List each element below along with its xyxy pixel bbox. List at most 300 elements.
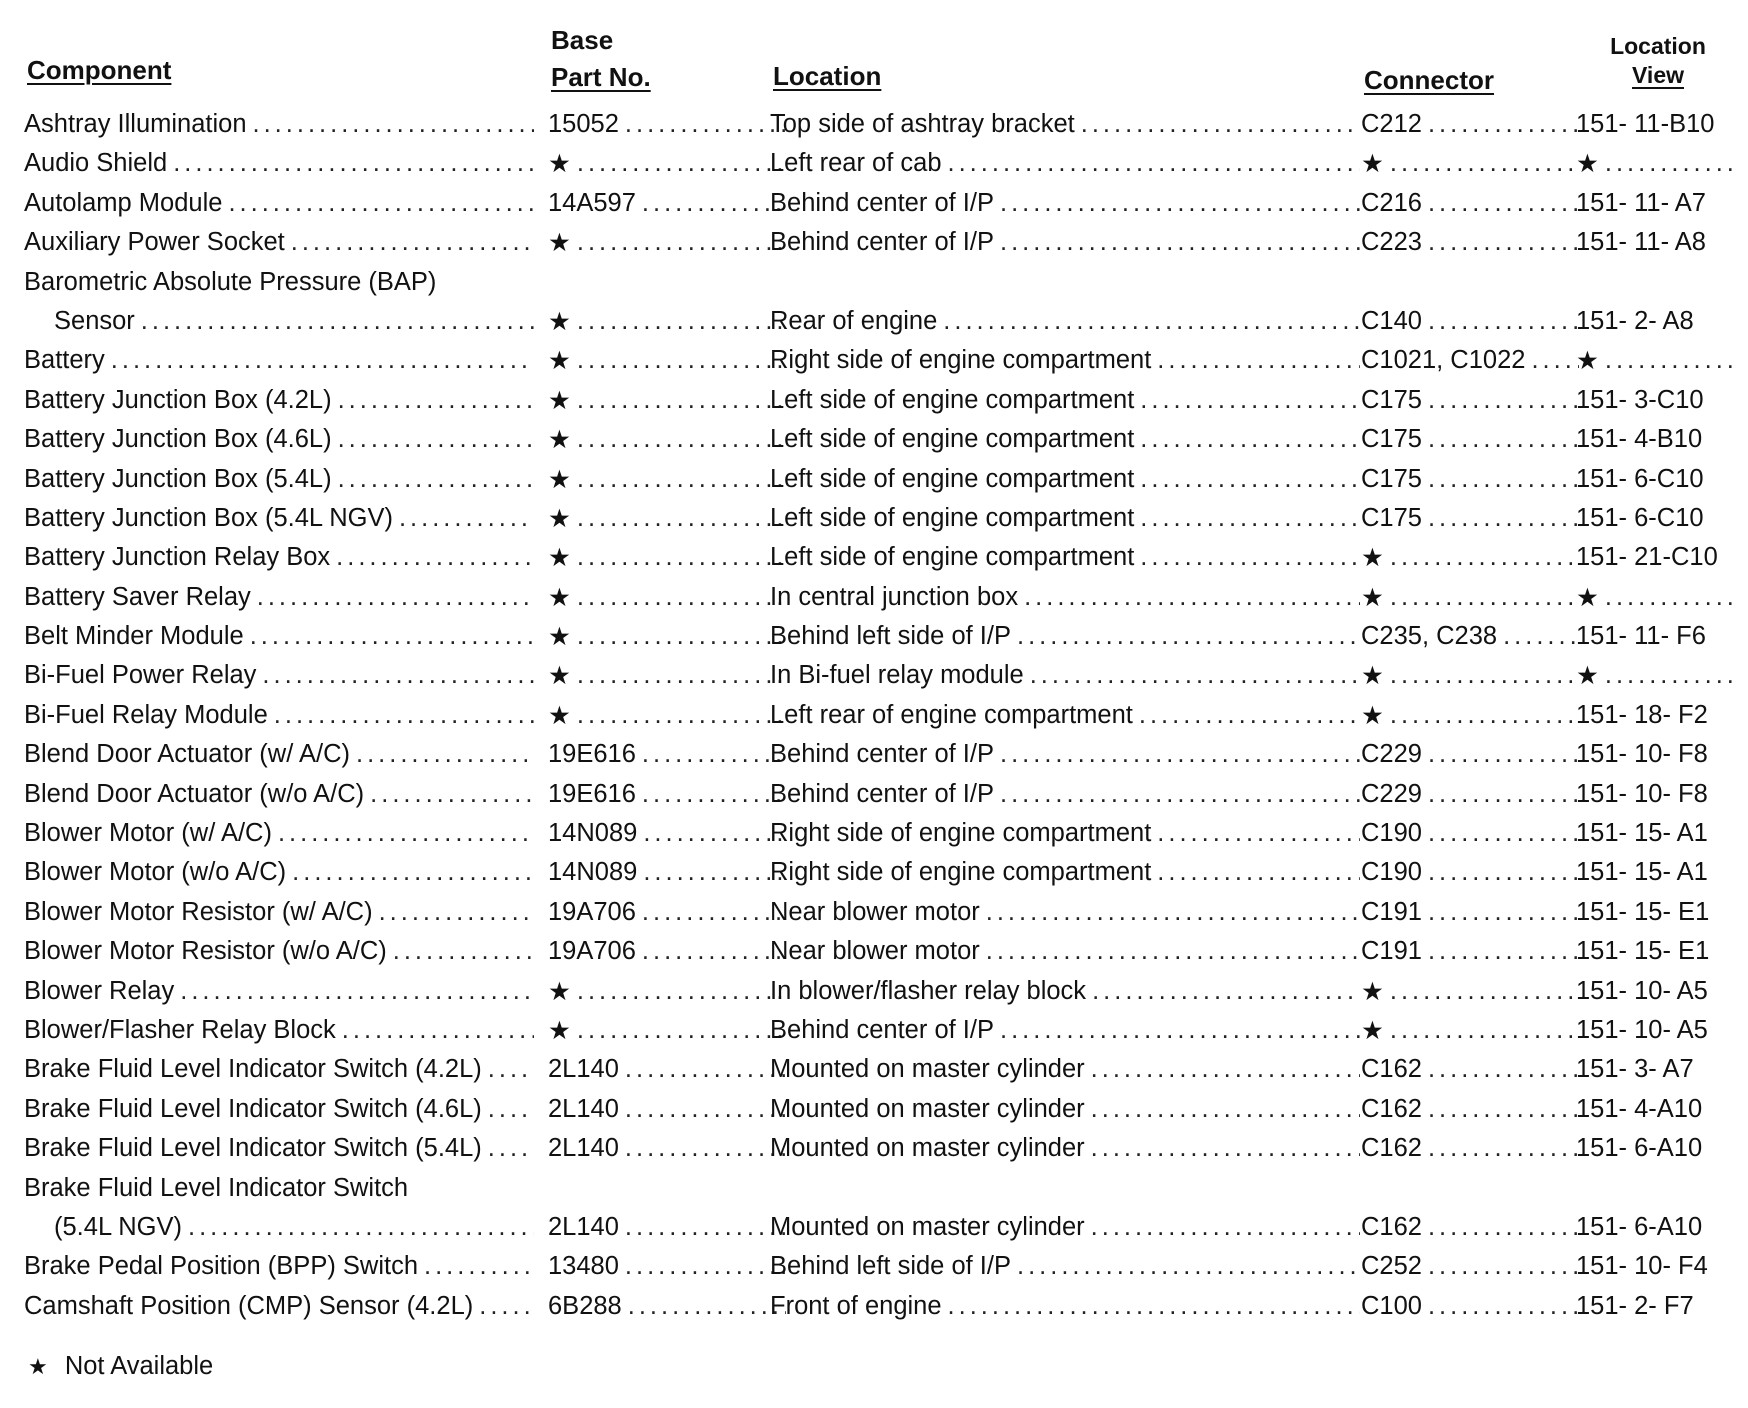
view-text: ★ bbox=[1576, 150, 1599, 179]
dot-leader bbox=[1091, 1213, 1360, 1242]
part-number-cell bbox=[548, 425, 786, 455]
footnote bbox=[28, 1352, 213, 1381]
location-text: Behind left side of I/P bbox=[770, 622, 1011, 651]
dot-leader bbox=[642, 740, 786, 769]
dot-leader bbox=[1140, 543, 1360, 572]
table-row bbox=[24, 1134, 1736, 1173]
component-text: Battery Junction Box (5.4L NGV) bbox=[24, 503, 393, 532]
connector-text: C175 bbox=[1361, 503, 1422, 532]
location-text: In central junction box bbox=[770, 582, 1019, 611]
table-row bbox=[24, 543, 1736, 582]
dot-leader bbox=[342, 1016, 534, 1045]
location-cell bbox=[770, 228, 1360, 257]
connector-cell bbox=[1361, 780, 1579, 809]
part-number-cell bbox=[548, 780, 786, 809]
location-text: Mounted on master cylinder bbox=[770, 1212, 1085, 1241]
part-text: 14N089 bbox=[548, 858, 638, 887]
dot-leader bbox=[1428, 1055, 1579, 1084]
part-number-cell bbox=[548, 346, 786, 376]
connector-text: C212 bbox=[1361, 110, 1422, 138]
table-row bbox=[24, 1095, 1736, 1134]
dot-leader bbox=[291, 228, 534, 257]
component-text: Battery Junction Relay Box bbox=[24, 543, 331, 572]
dot-leader bbox=[1605, 583, 1736, 612]
dot-leader bbox=[577, 228, 786, 257]
component-text: Battery Junction Box (4.2L) bbox=[24, 385, 332, 414]
table-row bbox=[24, 780, 1736, 819]
connector-cell bbox=[1361, 1134, 1579, 1163]
connector-cell bbox=[1361, 622, 1579, 651]
dot-leader bbox=[577, 149, 786, 178]
component-cell bbox=[24, 622, 534, 651]
view-text: 151- 15- E1 bbox=[1576, 897, 1710, 926]
dot-leader bbox=[338, 425, 534, 454]
location-view-cell bbox=[1576, 819, 1736, 848]
part-number-cell bbox=[548, 661, 786, 691]
connector-cell bbox=[1361, 110, 1579, 139]
connector-text: ★ bbox=[1361, 977, 1384, 1006]
connector-text: C162 bbox=[1361, 1134, 1422, 1163]
part-text: ★ bbox=[548, 347, 571, 376]
location-cell bbox=[770, 819, 1360, 848]
dot-leader bbox=[625, 1213, 786, 1242]
connector-text: C190 bbox=[1361, 819, 1422, 848]
dot-leader bbox=[1428, 1252, 1579, 1281]
part-text: 19E616 bbox=[548, 779, 636, 808]
dot-leader bbox=[488, 1134, 534, 1163]
component-text: Blend Door Actuator (w/ A/C) bbox=[24, 740, 350, 769]
dot-leader bbox=[1000, 1016, 1360, 1045]
dot-leader bbox=[577, 977, 786, 1006]
part-number-cell bbox=[548, 622, 786, 652]
location-view-cell bbox=[1576, 1095, 1736, 1124]
part-text: 2L140 bbox=[548, 1055, 619, 1084]
location-view-cell bbox=[1576, 189, 1736, 218]
dot-leader bbox=[642, 898, 786, 927]
table-row bbox=[24, 622, 1736, 661]
location-cell bbox=[770, 622, 1360, 651]
connector-cell bbox=[1361, 898, 1579, 927]
component-text: Audio Shield bbox=[24, 149, 168, 178]
dot-leader bbox=[257, 583, 534, 612]
connector-text: C216 bbox=[1361, 188, 1422, 217]
dot-leader bbox=[399, 504, 534, 533]
dot-leader bbox=[1140, 465, 1360, 494]
component-cell bbox=[24, 228, 534, 257]
location-view-cell bbox=[1576, 149, 1736, 179]
table-row bbox=[24, 346, 1736, 385]
dot-leader bbox=[948, 149, 1360, 178]
header-part-number: Base Part No. bbox=[551, 25, 651, 92]
component-text: Blower Motor Resistor (w/ A/C) bbox=[24, 897, 373, 926]
component-text: Camshaft Position (CMP) Sensor (4.2L) bbox=[24, 1291, 474, 1320]
component-text: Bi-Fuel Relay Module bbox=[24, 700, 268, 729]
connector-text: C229 bbox=[1361, 740, 1422, 769]
dot-leader bbox=[379, 898, 534, 927]
part-text: ★ bbox=[548, 544, 571, 573]
dot-leader bbox=[1091, 1095, 1360, 1124]
dot-leader bbox=[1428, 898, 1579, 927]
dot-leader bbox=[488, 1095, 534, 1124]
view-text: 151- 15- E1 bbox=[1576, 937, 1710, 966]
part-text: ★ bbox=[548, 386, 571, 415]
footnote-text: Not Available bbox=[64, 1352, 214, 1380]
component-cell bbox=[24, 583, 534, 612]
location-text: In blower/flasher relay block bbox=[770, 976, 1087, 1005]
dot-leader bbox=[1605, 149, 1736, 178]
component-cell bbox=[24, 1252, 534, 1281]
dot-leader bbox=[180, 977, 534, 1006]
dot-leader bbox=[1000, 228, 1360, 257]
component-cell bbox=[24, 1292, 534, 1321]
dot-leader bbox=[274, 701, 534, 730]
component-cell bbox=[24, 858, 534, 887]
dot-leader bbox=[643, 858, 786, 887]
part-text: ★ bbox=[548, 504, 571, 533]
dot-leader bbox=[1428, 1134, 1579, 1163]
component-text: Brake Fluid Level Indicator Switch (4.2L) bbox=[24, 1055, 482, 1084]
dot-leader bbox=[488, 1055, 534, 1084]
dot-leader bbox=[1428, 819, 1579, 848]
connector-text: C162 bbox=[1361, 1055, 1422, 1084]
part-number-cell bbox=[548, 189, 786, 218]
location-cell bbox=[770, 425, 1360, 454]
location-view-cell bbox=[1576, 1134, 1736, 1163]
dot-leader bbox=[1390, 1016, 1579, 1045]
view-text: 151- 11-B10 bbox=[1576, 110, 1715, 138]
connector-text: C235, C238 bbox=[1361, 622, 1498, 651]
view-text: 151- 3-C10 bbox=[1576, 385, 1704, 414]
connector-cell bbox=[1361, 228, 1579, 257]
dot-leader bbox=[577, 701, 786, 730]
component-text: Blower/Flasher Relay Block bbox=[24, 1015, 336, 1044]
table-row bbox=[24, 1213, 1736, 1252]
connector-text: C252 bbox=[1361, 1252, 1422, 1281]
view-text: 151- 21-C10 bbox=[1576, 543, 1718, 572]
connector-text: C175 bbox=[1361, 425, 1422, 454]
dot-leader bbox=[338, 465, 534, 494]
location-view-cell bbox=[1576, 937, 1736, 966]
location-text: Left side of engine compartment bbox=[770, 543, 1135, 572]
connector-text: ★ bbox=[1361, 701, 1384, 730]
location-cell bbox=[770, 977, 1360, 1006]
part-text: ★ bbox=[548, 465, 571, 494]
part-text: 19A706 bbox=[548, 897, 636, 926]
table-row bbox=[24, 465, 1736, 504]
dot-leader bbox=[1390, 977, 1579, 1006]
part-text: ★ bbox=[548, 662, 571, 691]
component-text: Blower Motor Resistor (w/o A/C) bbox=[24, 937, 387, 966]
component-cell bbox=[24, 701, 534, 730]
view-text: 151- 6-A10 bbox=[1576, 1134, 1703, 1163]
connector-cell bbox=[1361, 346, 1579, 375]
dot-leader bbox=[628, 1292, 786, 1321]
location-view-cell bbox=[1576, 110, 1736, 139]
view-text: 151- 11- A7 bbox=[1576, 188, 1706, 217]
dot-leader bbox=[1503, 622, 1579, 651]
component-cell bbox=[24, 780, 534, 809]
connector-cell bbox=[1361, 504, 1579, 533]
part-number-cell bbox=[548, 1292, 786, 1321]
dot-leader bbox=[111, 346, 534, 375]
connector-cell bbox=[1361, 1292, 1579, 1321]
component-cell bbox=[24, 346, 534, 375]
location-cell bbox=[770, 1095, 1360, 1124]
connector-text: C1021, C1022 bbox=[1361, 346, 1526, 375]
connector-text: C223 bbox=[1361, 228, 1422, 257]
location-text: Right side of engine compartment bbox=[770, 858, 1152, 887]
view-text: 151- 2- A8 bbox=[1576, 306, 1694, 335]
location-text: Mounted on master cylinder bbox=[770, 1055, 1085, 1084]
dot-leader bbox=[643, 819, 786, 848]
dot-leader bbox=[1000, 740, 1360, 769]
component-cell bbox=[24, 1095, 534, 1124]
view-text: 151- 10- F4 bbox=[1576, 1252, 1708, 1281]
component-cell bbox=[24, 977, 534, 1006]
component-text: Ashtray Illumination bbox=[24, 110, 247, 138]
dot-leader bbox=[1428, 504, 1579, 533]
dot-leader bbox=[1030, 661, 1360, 690]
table-row bbox=[24, 386, 1736, 425]
part-number-cell bbox=[548, 1252, 786, 1281]
part-text: 6B288 bbox=[548, 1291, 622, 1320]
table-row bbox=[24, 268, 1736, 307]
dot-leader bbox=[577, 543, 786, 572]
location-view-cell bbox=[1576, 1016, 1736, 1045]
table-row bbox=[24, 583, 1736, 622]
dot-leader bbox=[948, 1292, 1360, 1321]
connector-cell bbox=[1361, 307, 1579, 336]
view-text: 151- 4-B10 bbox=[1576, 425, 1703, 454]
part-number-cell bbox=[548, 858, 786, 887]
table-row bbox=[24, 819, 1736, 858]
dot-leader bbox=[1605, 661, 1736, 690]
dot-leader bbox=[173, 149, 534, 178]
dot-leader bbox=[1428, 465, 1579, 494]
location-text: Near blower motor bbox=[770, 937, 980, 966]
part-number-cell bbox=[548, 977, 786, 1007]
component-cell bbox=[24, 268, 534, 297]
dot-leader bbox=[625, 1055, 786, 1084]
component-cell bbox=[24, 740, 534, 769]
part-text: ★ bbox=[548, 229, 571, 258]
location-view-cell bbox=[1576, 622, 1736, 651]
component-text: Brake Fluid Level Indicator Switch bbox=[24, 1173, 409, 1202]
component-cell bbox=[24, 149, 534, 178]
dot-leader bbox=[1140, 504, 1360, 533]
component-text: Brake Fluid Level Indicator Switch (5.4L) bbox=[24, 1134, 482, 1163]
location-cell bbox=[770, 543, 1360, 572]
dot-leader bbox=[228, 189, 534, 218]
table-row bbox=[24, 228, 1736, 267]
location-view-cell bbox=[1576, 583, 1736, 613]
dot-leader bbox=[253, 110, 534, 139]
component-text: Brake Fluid Level Indicator Switch (4.6L) bbox=[24, 1094, 482, 1123]
table-row bbox=[24, 1174, 1736, 1213]
table-row bbox=[24, 110, 1736, 149]
connector-cell bbox=[1361, 386, 1579, 415]
dot-leader bbox=[1605, 346, 1736, 375]
dot-leader bbox=[1531, 346, 1579, 375]
location-text: Mounted on master cylinder bbox=[770, 1134, 1085, 1163]
component-text: Brake Pedal Position (BPP) Switch bbox=[24, 1252, 419, 1281]
dot-leader bbox=[1428, 1213, 1579, 1242]
location-text: Top side of ashtray bracket bbox=[770, 110, 1075, 138]
location-view-cell bbox=[1576, 543, 1736, 572]
dot-leader bbox=[577, 425, 786, 454]
part-number-cell bbox=[548, 937, 786, 966]
part-text: 19A706 bbox=[548, 937, 636, 966]
connector-cell bbox=[1361, 583, 1579, 613]
component-text: Battery bbox=[24, 346, 105, 375]
dot-leader bbox=[1157, 819, 1360, 848]
dot-leader bbox=[1428, 425, 1579, 454]
table-row bbox=[24, 898, 1736, 937]
view-text: ★ bbox=[1576, 347, 1599, 376]
connector-text: C175 bbox=[1361, 464, 1422, 493]
dot-leader bbox=[577, 465, 786, 494]
dot-leader bbox=[1390, 583, 1579, 612]
dot-leader bbox=[625, 1252, 786, 1281]
location-view-cell bbox=[1576, 228, 1736, 257]
location-cell bbox=[770, 386, 1360, 415]
table-row bbox=[24, 1055, 1736, 1094]
location-cell bbox=[770, 465, 1360, 494]
location-cell bbox=[770, 1134, 1360, 1163]
connector-cell bbox=[1361, 425, 1579, 454]
location-text: Left side of engine compartment bbox=[770, 425, 1135, 454]
connector-text: ★ bbox=[1361, 150, 1384, 179]
dot-leader bbox=[250, 622, 534, 651]
part-number-cell bbox=[548, 307, 786, 337]
part-number-cell bbox=[548, 1016, 786, 1046]
part-text: 19E616 bbox=[548, 740, 636, 769]
dot-leader bbox=[577, 307, 786, 336]
view-text: 151- 6-C10 bbox=[1576, 503, 1704, 532]
connector-text: C100 bbox=[1361, 1291, 1422, 1320]
connector-cell bbox=[1361, 740, 1579, 769]
location-cell bbox=[770, 937, 1360, 966]
connector-text: C190 bbox=[1361, 858, 1422, 887]
table-row bbox=[24, 858, 1736, 897]
dot-leader bbox=[336, 543, 534, 572]
component-cell bbox=[24, 465, 534, 494]
part-number-cell bbox=[548, 819, 786, 848]
location-view-cell bbox=[1576, 1055, 1736, 1084]
component-cell bbox=[24, 937, 534, 966]
dot-leader bbox=[338, 386, 534, 415]
component-text: Blend Door Actuator (w/o A/C) bbox=[24, 779, 365, 808]
view-text: ★ bbox=[1576, 662, 1599, 691]
location-text: Mounted on master cylinder bbox=[770, 1094, 1085, 1123]
part-text: 14N089 bbox=[548, 819, 638, 848]
dot-leader bbox=[1390, 149, 1579, 178]
component-cell bbox=[24, 504, 534, 533]
dot-leader bbox=[1024, 583, 1360, 612]
component-text: Battery Saver Relay bbox=[24, 582, 251, 611]
dot-leader bbox=[278, 819, 534, 848]
dot-leader bbox=[1017, 622, 1360, 651]
location-view-cell bbox=[1576, 346, 1736, 376]
dot-leader bbox=[577, 386, 786, 415]
location-view-cell bbox=[1576, 701, 1736, 730]
part-text: ★ bbox=[548, 701, 571, 730]
header-location: Location bbox=[773, 61, 882, 91]
component-cell bbox=[24, 189, 534, 218]
part-number-cell bbox=[548, 110, 786, 139]
location-view-cell bbox=[1576, 898, 1736, 927]
location-cell bbox=[770, 1055, 1360, 1084]
connector-cell bbox=[1361, 858, 1579, 887]
location-cell bbox=[770, 701, 1360, 730]
location-text: Behind center of I/P bbox=[770, 740, 994, 769]
view-text: 151- 6-A10 bbox=[1576, 1212, 1703, 1241]
dot-leader bbox=[986, 898, 1360, 927]
location-text: Behind center of I/P bbox=[770, 188, 994, 217]
table-row bbox=[24, 504, 1736, 543]
location-view-cell bbox=[1576, 386, 1736, 415]
location-view-cell bbox=[1576, 977, 1736, 1006]
component-cell bbox=[24, 425, 534, 454]
connector-text: C175 bbox=[1361, 385, 1422, 414]
table-row bbox=[24, 1292, 1736, 1331]
part-text: ★ bbox=[548, 1016, 571, 1045]
location-cell bbox=[770, 740, 1360, 769]
dot-leader bbox=[370, 780, 534, 809]
part-number-cell bbox=[548, 1055, 786, 1084]
location-cell bbox=[770, 661, 1360, 690]
header-connector: Connector bbox=[1364, 65, 1494, 95]
connector-cell bbox=[1361, 977, 1579, 1007]
table-row bbox=[24, 740, 1736, 779]
table-row bbox=[24, 1252, 1736, 1291]
dot-leader bbox=[262, 661, 534, 690]
dot-leader bbox=[1140, 386, 1360, 415]
dot-leader bbox=[577, 504, 786, 533]
part-number-cell bbox=[548, 465, 786, 495]
dot-leader bbox=[943, 307, 1360, 336]
component-text: Barometric Absolute Pressure (BAP) bbox=[24, 267, 437, 296]
dot-leader bbox=[1428, 937, 1579, 966]
view-text: 151- 2- F7 bbox=[1576, 1291, 1694, 1320]
component-text: (5.4L NGV) bbox=[54, 1212, 183, 1241]
location-cell bbox=[770, 780, 1360, 809]
dot-leader bbox=[479, 1292, 534, 1321]
dot-leader bbox=[625, 110, 786, 139]
component-cell bbox=[24, 898, 534, 927]
view-text: 151- 11- F6 bbox=[1576, 622, 1706, 651]
dot-leader bbox=[1428, 386, 1579, 415]
view-text: 151- 18- F2 bbox=[1576, 700, 1708, 729]
dot-leader bbox=[642, 189, 786, 218]
dot-leader bbox=[577, 583, 786, 612]
dot-leader bbox=[292, 858, 534, 887]
component-table bbox=[24, 110, 1736, 1331]
part-number-cell bbox=[548, 583, 786, 613]
component-text: Blower Motor (w/o A/C) bbox=[24, 858, 287, 887]
connector-cell bbox=[1361, 1252, 1579, 1281]
dot-leader bbox=[577, 346, 786, 375]
table-row bbox=[24, 937, 1736, 976]
table-row bbox=[24, 425, 1736, 464]
part-text: 15052 bbox=[548, 110, 619, 138]
location-text: Behind center of I/P bbox=[770, 228, 994, 257]
dot-leader bbox=[1428, 858, 1579, 887]
view-text: 151- 15- A1 bbox=[1576, 858, 1708, 887]
connector-cell bbox=[1361, 1095, 1579, 1124]
connector-text: ★ bbox=[1361, 1016, 1384, 1045]
component-cell bbox=[24, 543, 534, 572]
